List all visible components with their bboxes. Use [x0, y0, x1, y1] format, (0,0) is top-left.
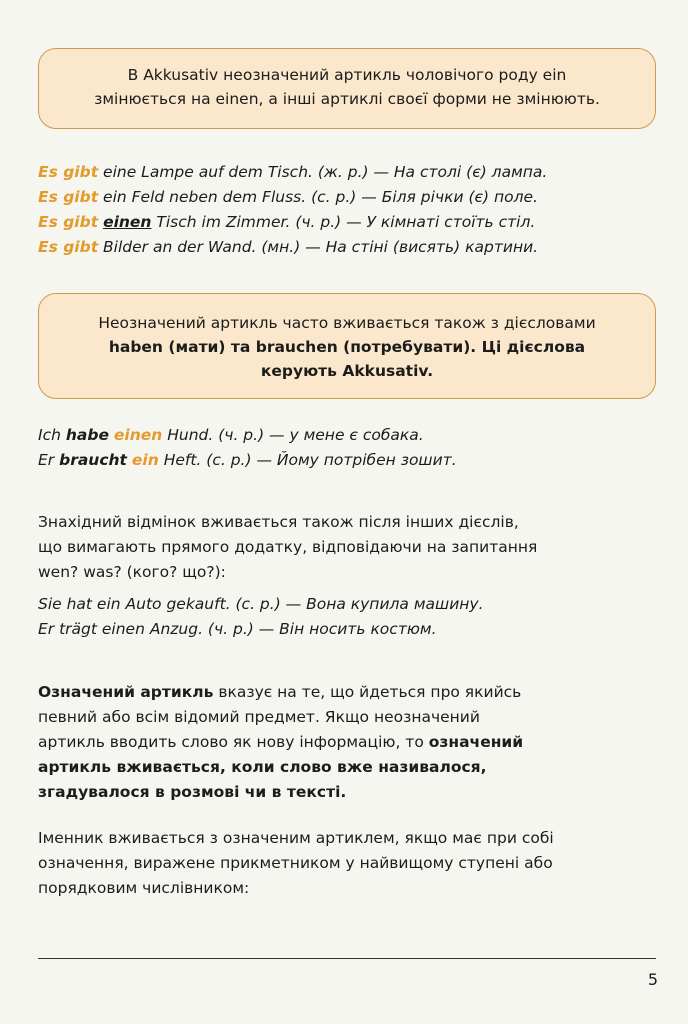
note-box-verbs	[38, 293, 656, 399]
example-line	[38, 185, 538, 210]
article: einen	[113, 426, 163, 444]
footer-rule	[38, 958, 656, 959]
es-gibt: Es gibt	[38, 238, 99, 256]
note-line-bold: керують Akkusativ.	[260, 362, 434, 380]
es-gibt: Es gibt	[38, 188, 99, 206]
example-text: Tisch im Zimmer. (ч. р.) — У кімнаті стоїть стіл.	[151, 213, 536, 231]
example-text: eine Lampe auf dem Tisch. (ж. р.) — На столі (є) лампа.	[98, 163, 548, 181]
paragraph-definite-article: Означений артикль вказує на те, що йдеться про якийсь певний або всім відомий предмет. Якщо неозначений артикль вводить слово як нову інформацію, то означений артикль вживається, коли слово вже називалося, згадувалося в розмові чи в тексті.	[38, 683, 524, 801]
example-text: Hund. (ч. р.) — у мене є собака.	[162, 426, 424, 444]
example-text: Heft. (с. р.) — Йому потрібен зошит.	[158, 451, 457, 469]
es-gibt: Es gibt	[38, 213, 99, 231]
example-line: Ich habe einen Hund. (ч. р.) — у мене є собака.	[38, 426, 424, 444]
example-line	[38, 210, 535, 235]
term: Означений артикль	[38, 683, 214, 701]
note-line-bold: haben (мати) та brauchen (потребувати). Ці дієслова	[108, 338, 586, 356]
note-line: змінюється на einen, а інші артиклі своєї форми не змінюють.	[94, 90, 600, 108]
note-line: Неозначений артикль часто вживається також з дієсловами	[98, 314, 596, 332]
example-text: Bilder an der Wand. (мн.) — На стіні (висять) картини.	[98, 238, 539, 256]
verb: braucht	[59, 451, 127, 469]
paragraph-noun: Іменник вживається з означеним артиклем, якщо має при собі означення, виражене прикметником у найвищому ступені або порядковим числівником:	[38, 829, 554, 897]
verb: habe	[65, 426, 109, 444]
paragraph-akkusativ: Знахідний відмінок вживається також після інших дієслів, що вимагають прямого додатку, відповідаючи на запитання wen? was? (кого? що?):	[38, 513, 538, 581]
note-box-akkusativ	[38, 48, 656, 129]
example-line: Sie hat ein Auto gekauft. (с. р.) — Вона купила машину.	[38, 595, 484, 613]
example-line	[38, 160, 547, 185]
example-line: Er trägt einen Anzug. (ч. р.) — Він носить костюм.	[38, 620, 437, 638]
es-gibt: Es gibt	[38, 163, 99, 181]
article: ein	[131, 451, 159, 469]
note-line: В Akkusativ неозначений артикль чоловічого роду ein	[127, 66, 567, 84]
page-number: 5	[647, 970, 658, 989]
example-line: Er braucht ein Heft. (с. р.) — Йому потрібен зошит.	[38, 451, 457, 469]
example-line	[38, 235, 538, 260]
example-text: ein Feld neben dem Fluss. (с. р.) — Біля річки (є) поле.	[98, 188, 538, 206]
article-einen: einen	[103, 213, 152, 231]
